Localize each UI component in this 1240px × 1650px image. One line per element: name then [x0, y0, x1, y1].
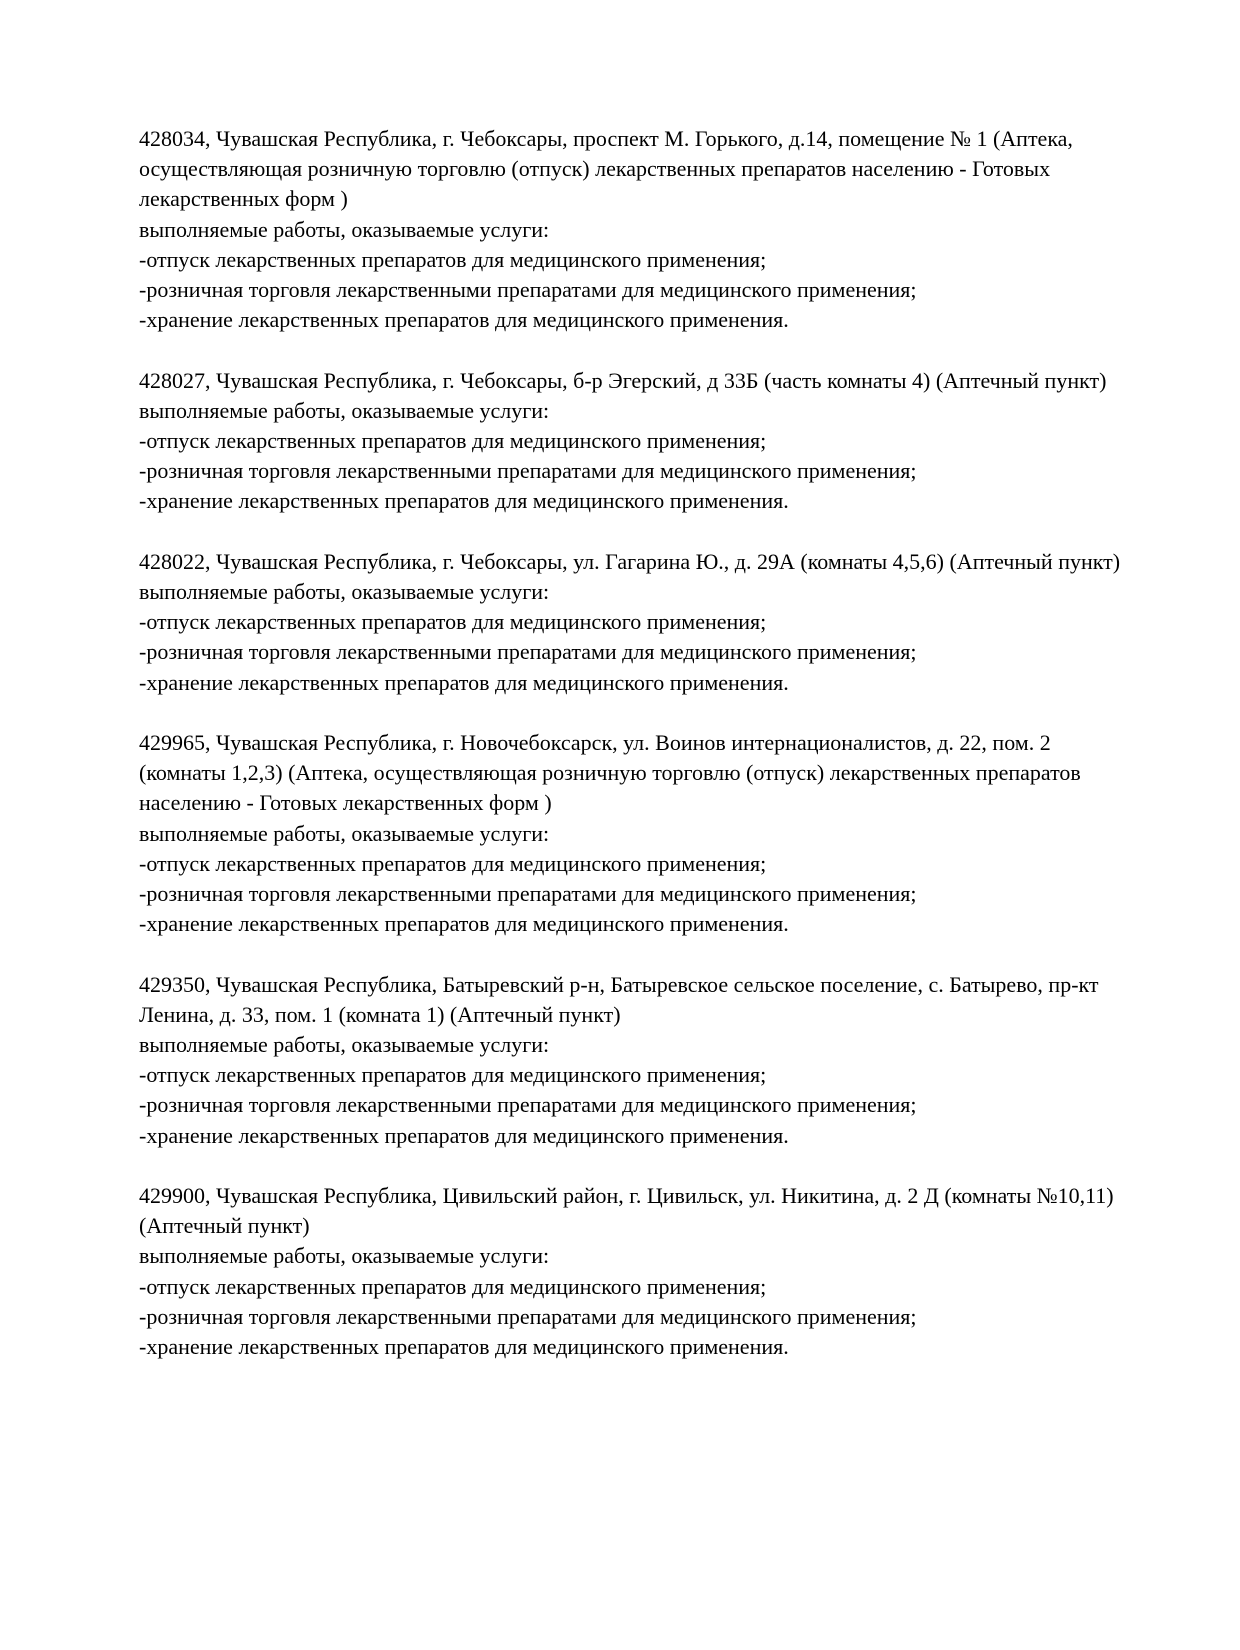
service-item: -розничная торговля лекарственными препаратами для медицинского применения; — [139, 881, 917, 907]
pharmacy-entry — [139, 547, 1134, 698]
entry-address: 429900, Чувашская Республика, Цивильский район, г. Цивильск, ул. Никитина, д. 2 Д (комнаты №10,11) (Аптечный пункт) — [139, 1183, 1114, 1239]
service-item: -отпуск лекарственных препаратов для медицинского применения; — [139, 850, 767, 876]
service-item: -хранение лекарственных препаратов для медицинского применения. — [139, 669, 789, 695]
service-item: -хранение лекарственных препаратов для медицинского применения. — [139, 307, 789, 333]
services-header: выполняемые работы, оказываемые услуги: — [139, 579, 550, 605]
services-header: выполняемые работы, оказываемые услуги: — [139, 1032, 550, 1058]
entry-address: 428022, Чувашская Республика, г. Чебоксары, ул. Гагарина Ю., д. 29А (комнаты 4,5,6) (Аптечный пункт) — [139, 548, 1121, 574]
service-item: -отпуск лекарственных препаратов для медицинского применения; — [139, 1273, 767, 1299]
service-item: -хранение лекарственных препаратов для медицинского применения. — [139, 1334, 789, 1360]
pharmacy-entry — [139, 970, 1134, 1151]
service-item: -отпуск лекарственных препаратов для медицинского применения; — [139, 246, 767, 272]
service-item: -хранение лекарственных препаратов для медицинского применения. — [139, 488, 789, 514]
pharmacy-entry — [139, 1181, 1134, 1362]
pharmacy-entry — [139, 366, 1134, 517]
service-item: -розничная торговля лекарственными препаратами для медицинского применения; — [139, 458, 917, 484]
service-item: -хранение лекарственных препаратов для медицинского применения. — [139, 911, 789, 937]
services-header: выполняемые работы, оказываемые услуги: — [139, 397, 550, 423]
entry-address: 429965, Чувашская Республика, г. Новочебоксарск, ул. Воинов интернационалистов, д. 22, пом. 2 (комнаты 1,2,3) (Аптека, осуществляющая розничную торговлю (отпуск) лекарственных препаратов населению - Готовых лекарственных форм ) — [139, 730, 1081, 816]
service-item: -розничная торговля лекарственными препаратами для медицинского применения; — [139, 1092, 917, 1118]
service-item: -отпуск лекарственных препаратов для медицинского применения; — [139, 428, 767, 454]
entry-address: 429350, Чувашская Республика, Батыревский р-н, Батыревское сельское поселение, с. Батырево, пр-кт Ленина, д. 33, пом. 1 (комната 1) (Аптечный пункт) — [139, 971, 1099, 1027]
services-header: выполняемые работы, оказываемые услуги: — [139, 216, 550, 242]
service-item: -розничная торговля лекарственными препаратами для медицинского применения; — [139, 1303, 917, 1329]
service-item: -отпуск лекарственных препаратов для медицинского применения; — [139, 1062, 767, 1088]
service-item: -розничная торговля лекарственными препаратами для медицинского применения; — [139, 277, 917, 303]
service-item: -хранение лекарственных препаратов для медицинского применения. — [139, 1122, 789, 1148]
services-header: выполняемые работы, оказываемые услуги: — [139, 1243, 550, 1269]
pharmacy-entry — [139, 124, 1134, 335]
entry-address: 428034, Чувашская Республика, г. Чебоксары, проспект М. Горького, д.14, помещение № 1 (Аптека, осуществляющая розничную торговлю (отпуск) лекарственных препаратов населению - Готовых лекарственных форм ) — [139, 126, 1073, 212]
service-item: -отпуск лекарственных препаратов для медицинского применения; — [139, 609, 767, 635]
services-header: выполняемые работы, оказываемые услуги: — [139, 820, 550, 846]
service-item: -розничная торговля лекарственными препаратами для медицинского применения; — [139, 639, 917, 665]
pharmacy-entry — [139, 728, 1134, 939]
entry-address: 428027, Чувашская Республика, г. Чебоксары, б-р Эгерский, д 33Б (часть комнаты 4) (Аптечный пункт) — [139, 367, 1107, 393]
